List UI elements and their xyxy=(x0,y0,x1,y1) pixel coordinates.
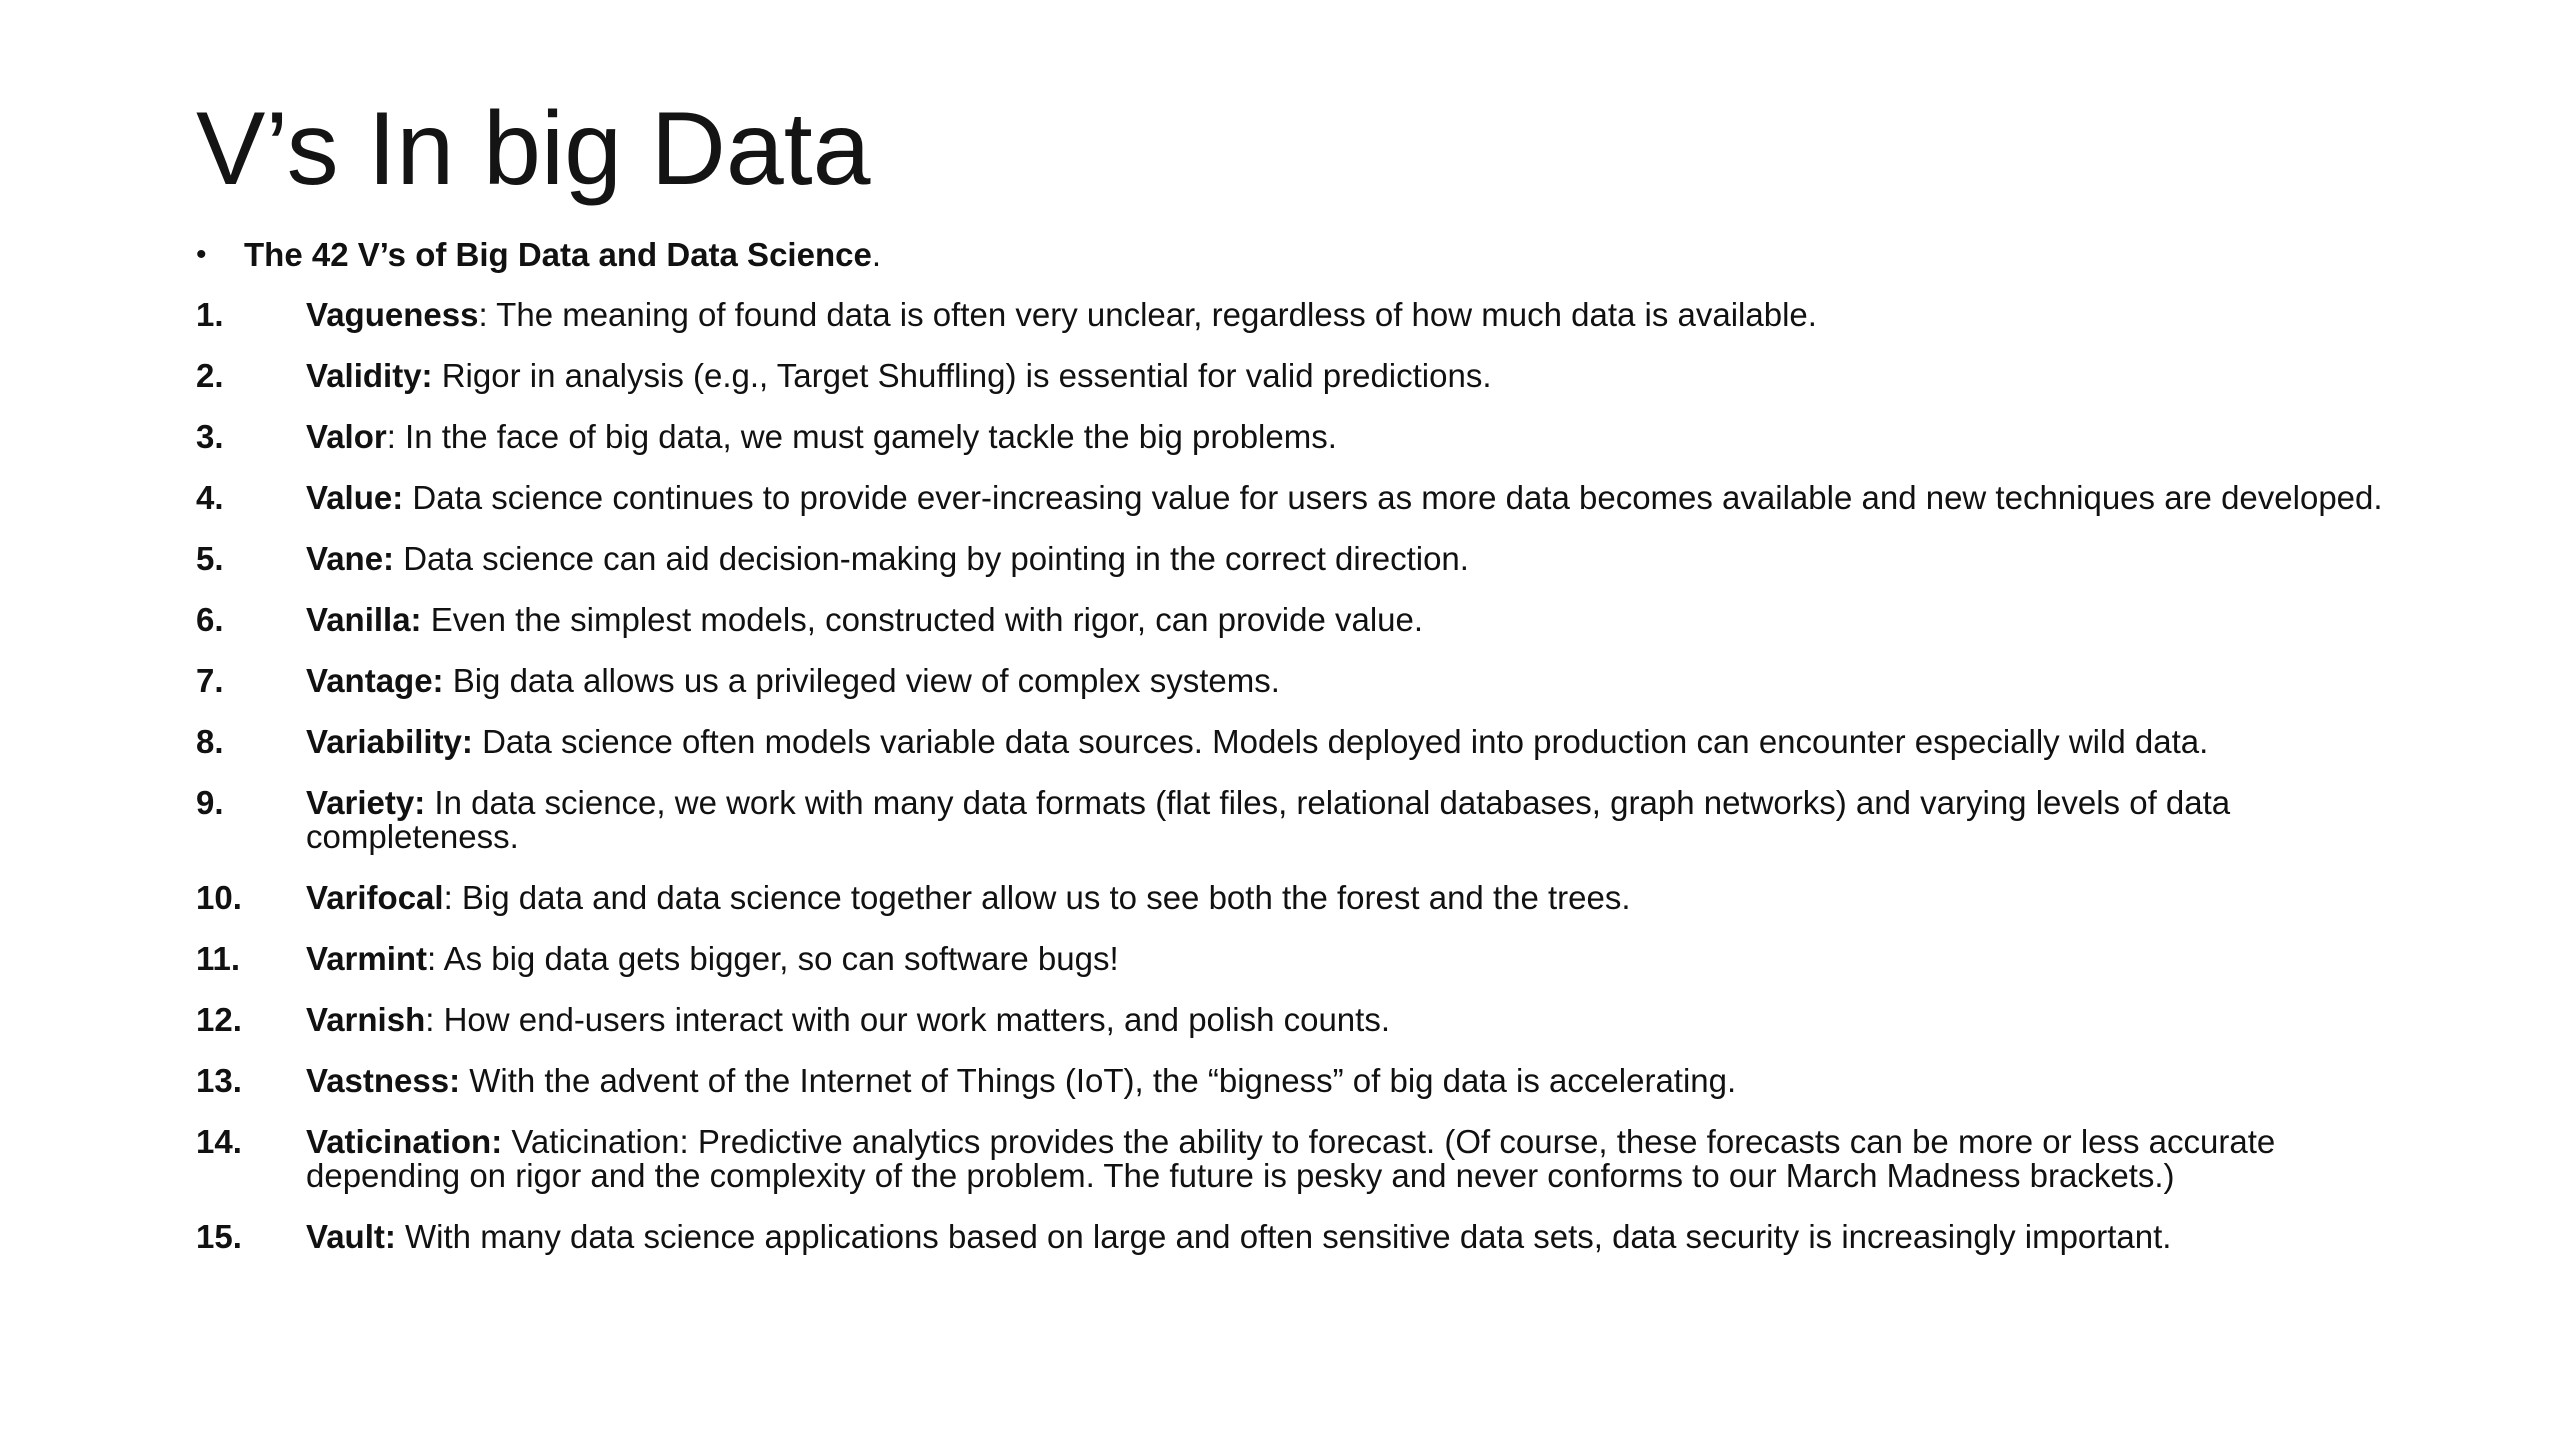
item-body xyxy=(306,786,2426,854)
intro-text xyxy=(244,238,881,272)
item-description: : Big data and data science together allow us to see both the forest and the trees. xyxy=(443,879,1631,916)
item-term: Variability: xyxy=(306,723,473,760)
item-description: Data science continues to provide ever-increasing value for users as more data becomes available and new techniques are developed. xyxy=(403,479,2383,516)
item-number: 7. xyxy=(196,662,224,699)
item-number: 2. xyxy=(196,357,224,394)
list-item xyxy=(196,725,2426,759)
item-number: 14. xyxy=(196,1123,242,1160)
item-body xyxy=(306,1003,2426,1037)
item-body xyxy=(306,298,2426,332)
v-list xyxy=(196,298,2426,1254)
list-item xyxy=(196,942,2426,976)
list-item xyxy=(196,786,2426,854)
item-term: Vastness: xyxy=(306,1062,461,1099)
item-number: 9. xyxy=(196,784,224,821)
item-body xyxy=(306,1220,2426,1254)
bullet-dot-icon: • xyxy=(196,238,207,271)
item-number: 5. xyxy=(196,540,224,577)
list-item xyxy=(196,1125,2426,1193)
intro-bullet xyxy=(196,238,2426,284)
list-item xyxy=(196,542,2426,576)
item-number: 1. xyxy=(196,296,224,333)
item-number: 4. xyxy=(196,479,224,516)
item-body xyxy=(306,359,2426,393)
item-number: 3. xyxy=(196,418,224,455)
list-item xyxy=(196,1220,2426,1254)
intro-bold-text: The 42 V’s of Big Data and Data Science xyxy=(244,236,872,273)
item-term: Valor xyxy=(306,418,387,455)
item-description: With the advent of the Internet of Things (IoT), the “bigness” of big data is accelerating. xyxy=(460,1062,1737,1099)
item-description: Even the simplest models, constructed with rigor, can provide value. xyxy=(421,601,1424,638)
item-description: Data science can aid decision-making by pointing in the correct direction. xyxy=(394,540,1469,577)
item-term: Vanilla: xyxy=(306,601,422,638)
list-item xyxy=(196,881,2426,915)
item-body xyxy=(306,664,2426,698)
list-item xyxy=(196,603,2426,637)
list-item xyxy=(196,664,2426,698)
item-term: Vaticination: xyxy=(306,1123,503,1160)
item-description: : How end-users interact with our work matters, and polish counts. xyxy=(425,1001,1390,1038)
item-number: 11. xyxy=(196,940,241,977)
item-term: Varifocal xyxy=(306,879,444,916)
item-term: Vane: xyxy=(306,540,395,577)
item-term: Vantage: xyxy=(306,662,444,699)
intro-tail: . xyxy=(871,236,881,273)
item-term: Validity: xyxy=(306,357,433,394)
item-description: : In the face of big data, we must gamely tackle the big problems. xyxy=(386,418,1337,455)
list-item xyxy=(196,1003,2426,1037)
item-description: Rigor in analysis (e.g., Target Shuffling) is essential for valid predictions. xyxy=(432,357,1492,394)
item-description: In data science, we work with many data formats (flat files, relational databases, graph networks) and varying levels of data completeness. xyxy=(306,784,2231,855)
item-number: 8. xyxy=(196,723,224,760)
slide-content xyxy=(196,238,2426,1281)
item-description: With many data science applications based on large and often sensitive data sets, data security is increasingly important. xyxy=(395,1218,2172,1255)
list-item xyxy=(196,1064,2426,1098)
item-body xyxy=(306,1125,2426,1193)
item-term: Variety: xyxy=(306,784,426,821)
item-description: Vaticination: Predictive analytics provides the ability to forecast. (Of course, these forecasts can be more or less accurate depending on rigor and the complexity of the problem. The future is pesky and never conforms to our March Madness brackets.) xyxy=(306,1123,2276,1194)
list-item xyxy=(196,359,2426,393)
item-description: Data science often models variable data sources. Models deployed into production can encounter especially wild data. xyxy=(472,723,2209,760)
item-term: Varmint xyxy=(306,940,428,977)
item-body xyxy=(306,481,2426,515)
item-body xyxy=(306,942,2426,976)
item-number: 12. xyxy=(196,1001,242,1038)
list-item xyxy=(196,298,2426,332)
item-number: 15. xyxy=(196,1218,242,1255)
item-description: : As big data gets bigger, so can software bugs! xyxy=(427,940,1119,977)
item-body xyxy=(306,725,2426,759)
item-body xyxy=(306,420,2426,454)
item-term: Value: xyxy=(306,479,404,516)
slide-title: V’s In big Data xyxy=(196,91,871,207)
item-number: 10. xyxy=(196,879,242,916)
item-term: Vagueness xyxy=(306,296,479,333)
list-item xyxy=(196,420,2426,454)
item-term: Vault: xyxy=(306,1218,396,1255)
item-description: Big data allows us a privileged view of complex systems. xyxy=(443,662,1280,699)
item-number: 6. xyxy=(196,601,224,638)
item-body xyxy=(306,542,2426,576)
item-description: : The meaning of found data is often very unclear, regardless of how much data is available. xyxy=(478,296,1817,333)
list-item xyxy=(196,481,2426,515)
item-body xyxy=(306,1064,2426,1098)
item-number: 13. xyxy=(196,1062,242,1099)
item-body xyxy=(306,603,2426,637)
item-term: Varnish xyxy=(306,1001,426,1038)
item-body xyxy=(306,881,2426,915)
